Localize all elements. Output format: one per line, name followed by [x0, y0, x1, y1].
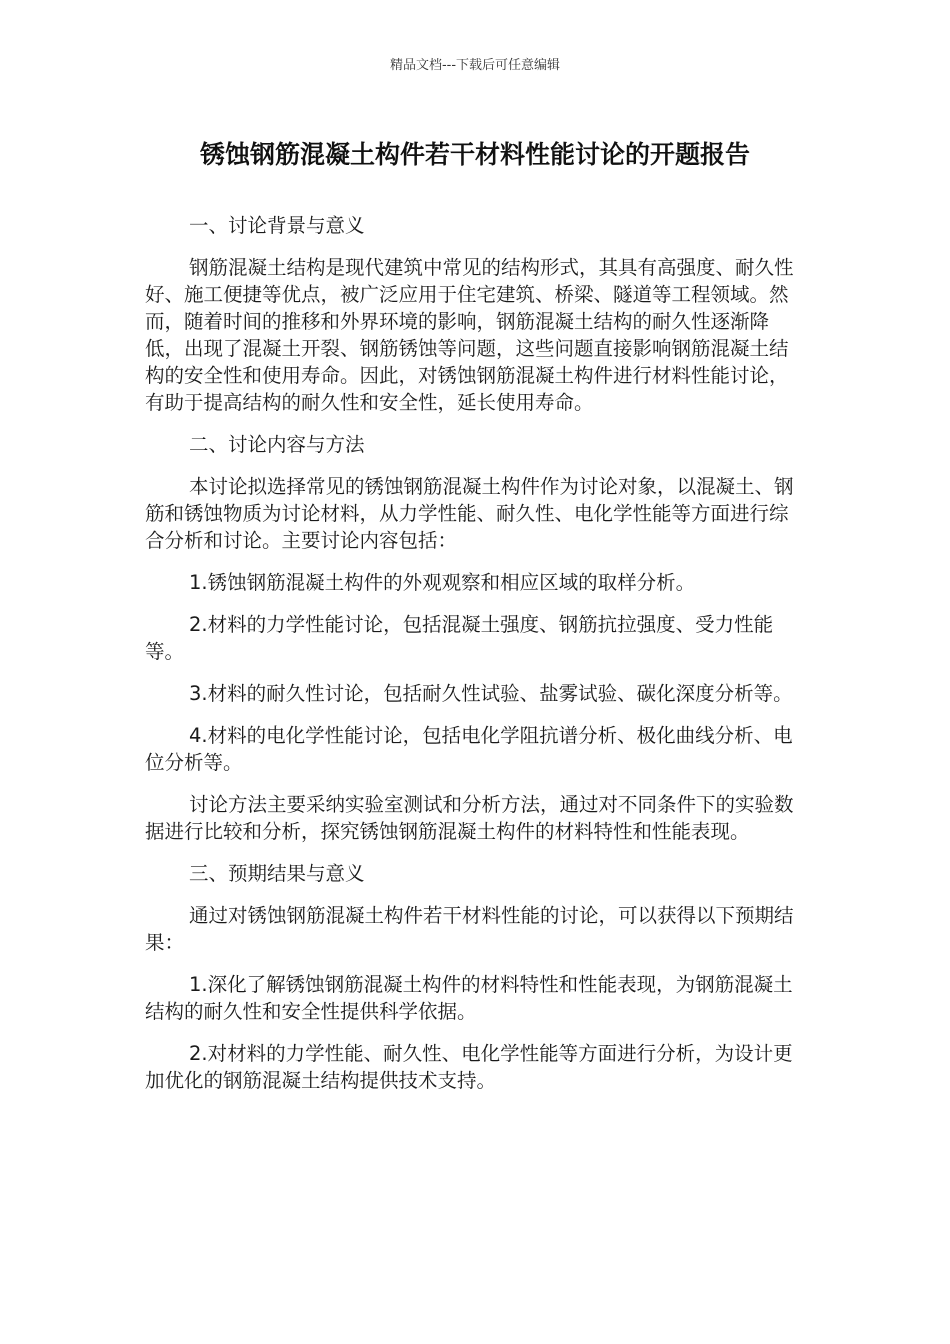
paragraph-method: 讨论方法主要采纳实验室测试和分析方法，通过对不同条件下的实验数据进行比较和分析，探究锈蚀钢筋混凝土构件的材料特性和性能表现。 — [145, 793, 794, 843]
section-heading-content-method: 二、讨论内容与方法 — [189, 433, 365, 456]
paragraph-background: 钢筋混凝土结构是现代建筑中常见的结构形式，其具有高强度、耐久性好、施工便捷等优点，被广泛应用于住宅建筑、桥梁、隧道等工程领域。然而，随着时间的推移和外界环境的影响，钢筋混凝土结构的耐久性逐渐降低，出现了混凝土开裂、钢筋锈蚀等问题，这些问题直接影响钢筋混凝土结构的安全性和使用寿命。因此，对锈蚀钢筋混凝土构件进行材料性能讨论，有助于提高结构的耐久性和安全性，延长使用寿命。 — [145, 256, 794, 414]
list-item-result-2: 2.对材料的力学性能、耐久性、电化学性能等方面进行分析，为设计更加优化的钢筋混凝土结构提供技术支持。 — [145, 1042, 793, 1092]
list-item-result-1: 1.深化了解锈蚀钢筋混凝土构件的材料特性和性能表现，为钢筋混凝土结构的耐久性和安全性提供科学依据。 — [145, 973, 793, 1023]
list-item-content-2: 2.材料的力学性能讨论，包括混凝土强度、钢筋抗拉强度、受力性能等。 — [145, 613, 774, 663]
list-item-content-4: 4.材料的电化学性能讨论，包括电化学阻抗谱分析、极化曲线分析、电位分析等。 — [145, 724, 793, 774]
section-heading-expected-results: 三、预期结果与意义 — [189, 862, 365, 885]
list-item-content-3: 3.材料的耐久性讨论，包括耐久性试验、盐雾试验、碳化深度分析等。 — [189, 682, 793, 705]
paragraph-content-intro: 本讨论拟选择常见的锈蚀钢筋混凝土构件作为讨论对象，以混凝土、钢筋和锈蚀物质为讨论材料，从力学性能、耐久性、电化学性能等方面进行综合分析和讨论。主要讨论内容包括： — [145, 475, 794, 552]
section-heading-background: 一、讨论背景与意义 — [189, 214, 365, 237]
document-title: 锈蚀钢筋混凝土构件若干材料性能讨论的开题报告 — [199, 140, 750, 169]
list-item-content-1: 1.锈蚀钢筋混凝土构件的外观观察和相应区域的取样分析。 — [189, 571, 696, 594]
page-header-watermark: 精品文档---下载后可任意编辑 — [389, 58, 561, 73]
paragraph-results-intro: 通过对锈蚀钢筋混凝土构件若干材料性能的讨论，可以获得以下预期结果： — [145, 904, 794, 954]
document-body — [145, 212, 807, 1109]
